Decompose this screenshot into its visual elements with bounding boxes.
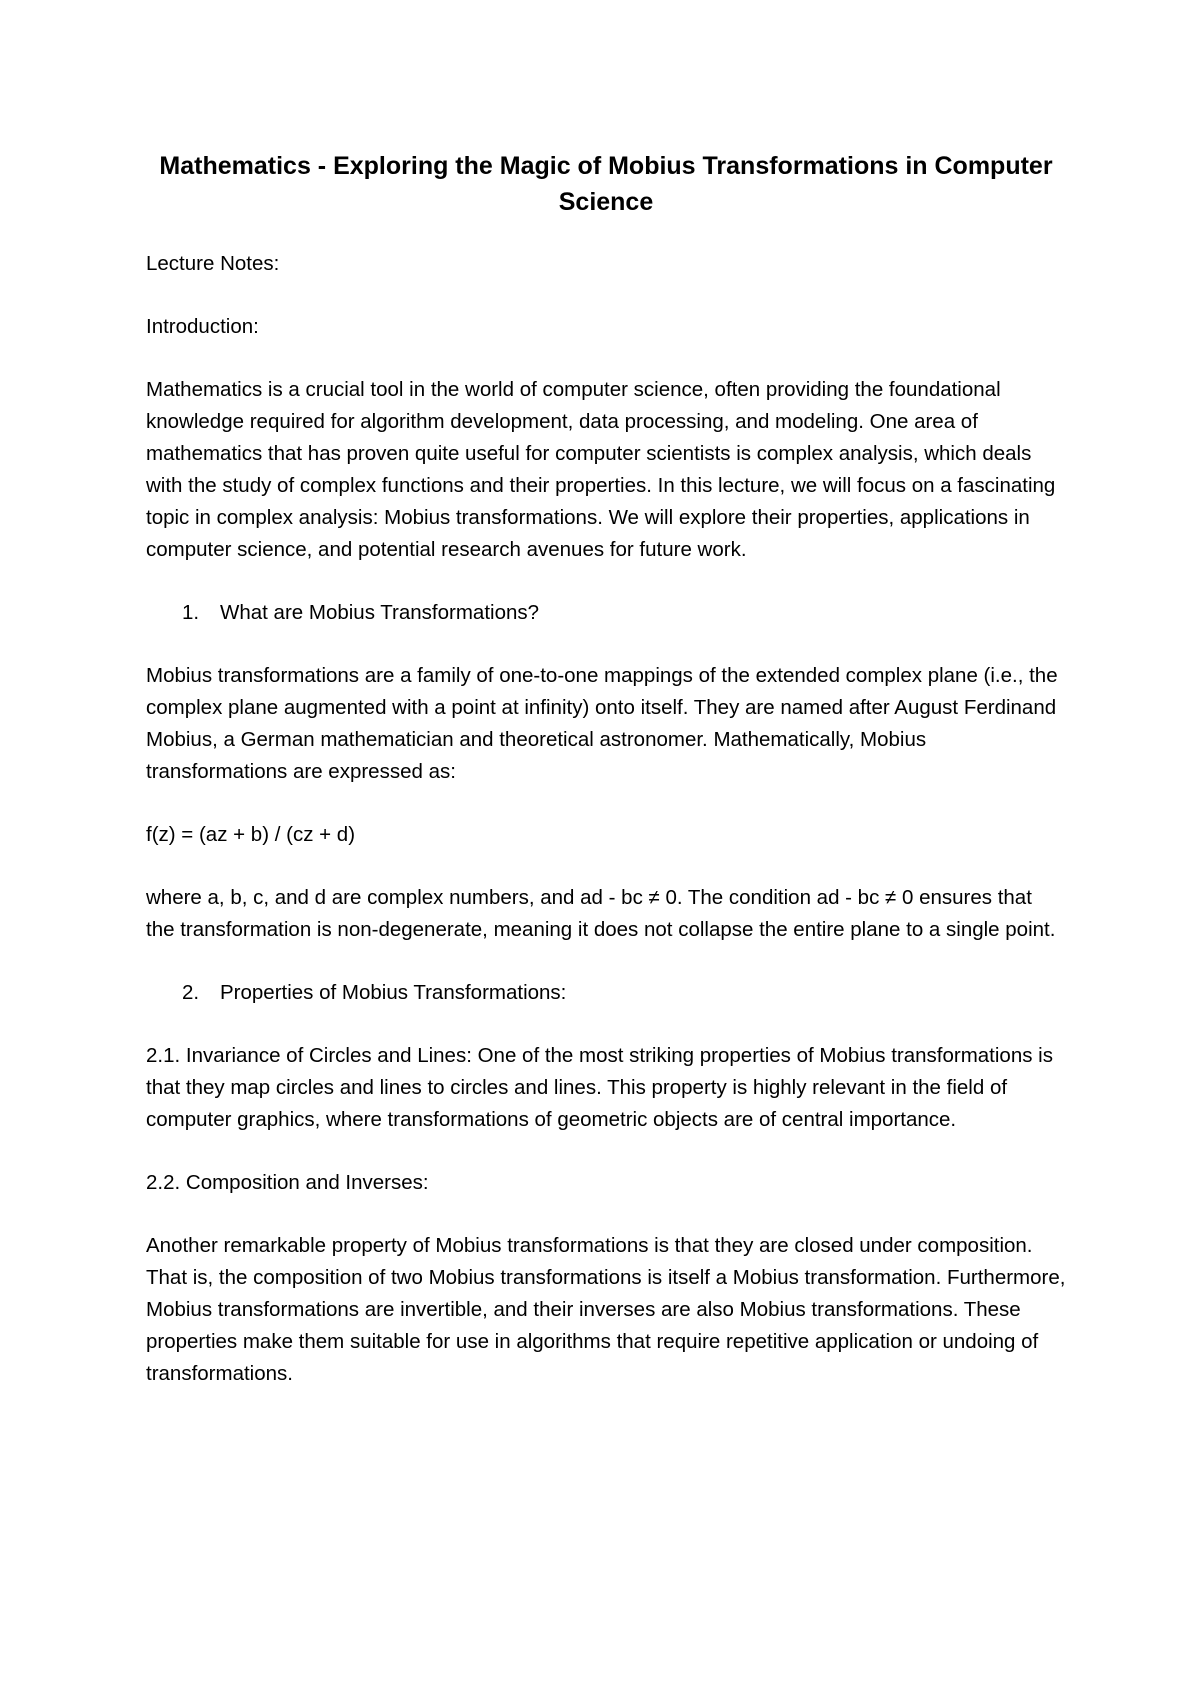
mobius-formula: f(z) = (az + b) / (cz + d) [146,823,356,846]
lecture-notes-label: Lecture Notes: [146,252,280,275]
introduction-heading: Introduction: [146,315,259,338]
document-title: Mathematics - Exploring the Magic of Mobius Transformations in Computer Science [159,152,1053,216]
section-2-title: Properties of Mobius Transformations: [220,981,567,1004]
section-1-number: 1. [182,601,200,624]
subsection-2-1-paragraph: 2.1. Invariance of Circles and Lines: One of the most striking properties of Mobius transformations is that they map circles and lines to circles and lines. This property is highly relevant in the field of computer graphics, where transformations of geometric objects are of central importance. [146,1044,1053,1131]
section-1-heading [146,597,1066,629]
condition-paragraph: where a, b, c, and d are complex numbers, and ad - bc ≠ 0. The condition ad - bc ≠ 0 ensures that the transformation is non-degenerate, meaning it does not collapse the entire plane to a single point. [146,886,1056,941]
document-body [146,148,1066,1421]
section-1-paragraph: Mobius transformations are a family of one-to-one mappings of the extended complex plane (i.e., the complex plane augmented with a point at infinity) onto itself. They are named after August Ferdinand Mobius, a German mathematician and theoretical astronomer. Mathematically, Mobius transformations are expressed as: [146,664,1058,783]
subsection-2-2-paragraph: Another remarkable property of Mobius transformations is that they are closed under composition. That is, the composition of two Mobius transformations is itself a Mobius transformation. Furthermore, Mobius transformations are invertible, and their inverses are also Mobius transformations. These properties make them suitable for use in algorithms that require repetitive application or undoing of transformations. [146,1234,1066,1385]
subsection-2-2-heading: 2.2. Composition and Inverses: [146,1171,429,1194]
section-1-title: What are Mobius Transformations? [220,601,540,624]
section-2-number: 2. [182,981,200,1004]
introduction-paragraph: Mathematics is a crucial tool in the world of computer science, often providing the foundational knowledge required for algorithm development, data processing, and modeling. One area of mathematics that has proven quite useful for computer scientists is complex analysis, which deals with the study of complex functions and their properties. In this lecture, we will focus on a fascinating topic in complex analysis: Mobius transformations. We will explore their properties, applications in computer science, and potential research avenues for future work. [146,378,1056,561]
section-2-heading [146,977,1066,1009]
